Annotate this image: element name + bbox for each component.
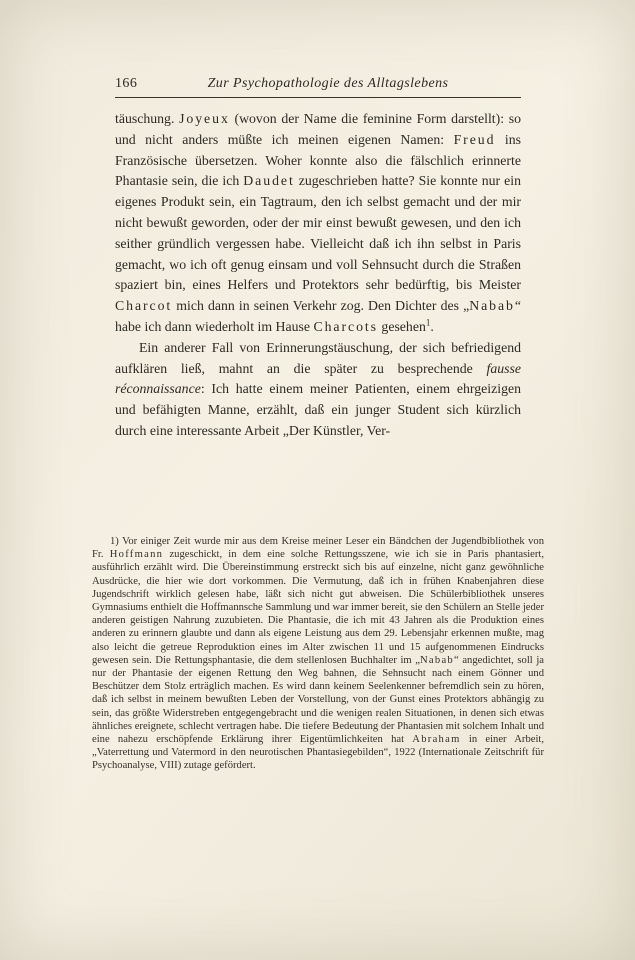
- text-segment: gesehen: [377, 318, 426, 334]
- italic-phrase: fausse réconnaissance: [115, 360, 521, 397]
- letterspaced-name: Abraham: [412, 734, 461, 746]
- text-segment: in einer Arbeit, „Vaterrettung und Vatermord in den neurotischen Phantasiegebilden“, 1922 (Internationale Zeitschrift für Psychoanalyse, VIII) zutage gefördert.: [92, 734, 544, 772]
- page-header: [115, 76, 521, 92]
- letterspaced-name: Hoffmann: [109, 549, 164, 561]
- letterspaced-name: Charcot: [115, 298, 173, 314]
- text-segment: “ angedichtet, soll ja nur der Phantasie der eigenen Rettung den Weg bahnen, die Sehnsucht nach einem Gönner und Beschützer dem Stolz erträglich machen. Es wird dann keinem Seelenkenner befremdlich sein zu hören, daß ich selbst in meinem bewußten Leben der Vorstellung, von der Gunst eines Protektors abhängig zu sein, das größte Widerstreben entgegengebracht und die wenigen realen Situationen, in denen sich etwas ähnliches ereignete, schlecht vertragen habe. Die tiefere Bedeutung der Phantasien mit solchem Inhalt und eine nahezu erschöpfende Erklärung ihrer Eigentümlichkeiten hat: [92, 654, 544, 746]
- body-text: [115, 109, 521, 442]
- paragraph: [115, 109, 521, 338]
- letterspaced-name: Joyeux: [179, 111, 230, 126]
- letterspaced-name: Freud: [453, 131, 496, 147]
- text-segment: täuschung.: [115, 111, 180, 126]
- running-title: Zur Psychopathologie des Alltagslebens: [207, 76, 449, 91]
- letterspaced-name: Nabab: [419, 654, 454, 666]
- text-segment: 1) Vor einiger Zeit wurde mir aus dem Kreise meiner Leser ein Bändchen der Jugendbibliothek von Fr.: [92, 536, 544, 561]
- text-column: [115, 76, 521, 442]
- footnote-block: [92, 535, 544, 773]
- paragraph: [115, 338, 521, 442]
- text-segment: zugeschrieben hatte? Sie konnte nur ein eigenes Produkt sein, ein Tagtraum, den ich selbst gemacht und der mir nicht bewußt geworden, oder der mir einst bewußt gewesen, und den ich seither gründlich vergessen habe. Vielleicht daß ich ihn selbst in Paris gemacht, wo ich oft genug einsam und voll Sehnsucht durch die Straßen spaziert bin, eines Helfers und Protektors sehr bedürftig, bis Meister: [115, 173, 522, 293]
- text-segment: ins Französische übersetzen. Woher konnte also die fälschlich erinnerte Phantasie sein, die ich: [115, 131, 521, 189]
- text-segment: mich dann in seinen Verkehr zog. Den Dichter des „: [172, 298, 470, 314]
- header-rule: [115, 97, 521, 98]
- text-segment: Ein anderer Fall von Erinnerungstäuschung, der sich befriedigend aufklären ließ, mahnt an die später zu besprechende: [115, 339, 521, 376]
- footnote-marker: 1: [425, 317, 431, 328]
- text-segment: : Ich hatte einem meiner Patienten, einem ehrgeizigen und befähigten Manne, erzählt, daß ein junger Student sich kürzlich durch eine interessante Arbeit „Der Künstler, Ver-: [115, 381, 521, 438]
- text-segment: .: [430, 318, 434, 334]
- text-segment: (wovon der Name die feminine Form darstellt): so und nicht anders müßte ich meinen eigenen Namen:: [115, 111, 522, 147]
- text-segment: zugeschickt, in dem eine solche Rettungsszene, wie ich sie in Paris phantasiert, ausführlich erzählt wird. Die Übereinstimmung erstreckt sich bis auf einzelne, nicht ganz gewöhnliche Ausdrücke, die hier wie dort vorkommen. Die Vermutung, daß ich in frühen Knabenjahren diese Jugendschrift wirklich gelesen habe, läßt sich nicht gut abweisen. Die Schülerbibliothek unseres Gymnasiums enthielt die Hoffmannsche Sammlung und war immer bereit, sie den Schülern an Stelle jeder anderen geistigen Nahrung zuzubieten. Die Phantasie, die ich mit 43 Jahren als die Produktion eines anderen zu erinnern glaubte und dann als eigene Leistung aus dem 29. Lebensjahr erkennen mußte, mag also leicht die getreue Reproduktion eines im Alter zwischen 11 und 15 aufgenommenen Eindrucks gewesen sein. Die Rettungsphantasie, die dem stellenlosen Buchhalter im „: [92, 549, 544, 666]
- letterspaced-name: Nabab: [469, 298, 515, 314]
- page-number: 166: [115, 76, 138, 91]
- letterspaced-name: Daudet: [243, 173, 295, 189]
- text-segment: “ habe ich dann wiederholt im Hause: [115, 298, 521, 334]
- footnote-text: [92, 535, 544, 773]
- letterspaced-name: Charcots: [313, 318, 378, 334]
